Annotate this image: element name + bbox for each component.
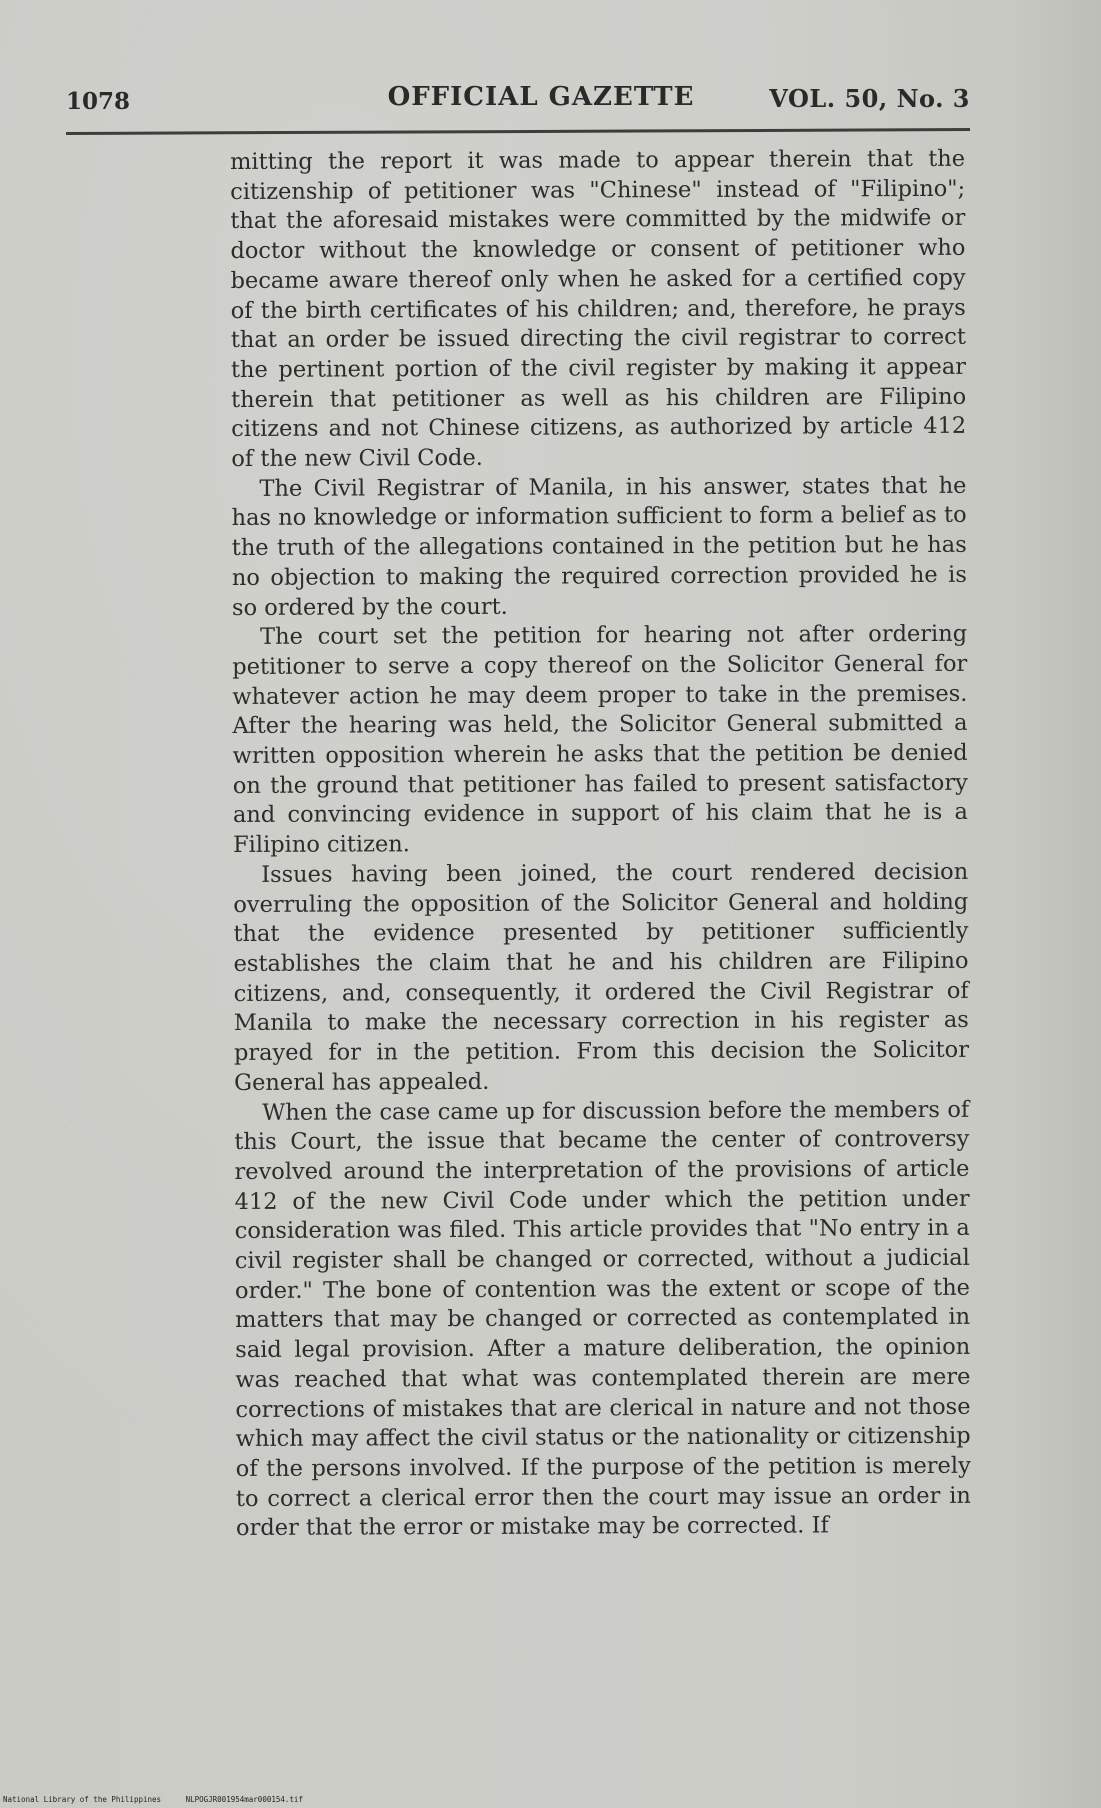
paragraph: When the case came up for discussion before the members of this Court, the issue that became the center of controversy revolved around the interpretation of the provisions of article 412 of the new Civil Code under which the petition under consideration was filed. This article provides that "No entry in a civil register shall be changed or corrected, without a judicial order." The bone of contention was the extent or scope of the matters that may be changed or corrected as contemplated in said legal provision. After a mature deliberation, the opinion was reached that what was contemplated therein are mere corrections of mistakes that are clerical in nature and not those which may affect the civil status or the nationality or citizenship of the persons involved. If the purpose of the petition is merely to correct a clerical error then the court may issue an order in order that the error or mistake may be corrected. If	[234, 1096, 971, 1542]
library-name: National Library of the Philippines	[3, 1795, 162, 1804]
body-text	[230, 145, 971, 1544]
paragraph: mitting the report it was made to appear therein that the citizenship of petitioner was "Chinese" instead of "Filipino"; that the aforesaid mistakes were committed by the midwife or doctor without the knowledge or consent of petitioner who became aware thereof only when he asked for a certified copy of the birth certificates of his children; and, therefore, he prays that an order be issued directing the civil registrar to correct the pertinent portion of the civil register by making it appear therein that petitioner as well as his children are Filipino citizens and not Chinese citizens, as authorized by article 412 of the new Civil Code.	[230, 145, 967, 473]
file-id: NLPOGJR001954mar000154.tif	[185, 1795, 303, 1804]
volume-info: VOL. 50, No. 3	[769, 84, 970, 113]
paragraph: Issues having been joined, the court rendered decision overruling the opposition of the Solicitor General and holding that the evidence presented by petitioner sufficiently establishes the claim that he and his children are Filipino citizens, and, consequently, it ordered the Civil Registrar of Manila to make the necessary correction in his register as prayed for in the petition. From this decision the Solicitor General has appealed.	[233, 858, 969, 1096]
paragraph: The court set the petition for hearing not after ordering petitioner to serve a copy thereof on the Solicitor General for whatever action he may deem proper to take in the premises. After the hearing was held, the Solicitor General submitted a written opposition wherein he asks that the petition be denied on the ground that petitioner has failed to present satisfactory and convincing evidence in support of his claim that he is a Filipino citizen.	[232, 621, 968, 859]
page-number: 1078	[66, 88, 131, 115]
header-rule	[66, 128, 970, 135]
journal-title: OFFICIAL GAZETTE	[387, 82, 695, 112]
paragraph: The Civil Registrar of Manila, in his answer, states that he has no knowledge or information sufficient to form a belief as to the truth of the allegations contained in the petition but he has no objection to making the required correction provided he is so ordered by the court.	[231, 472, 967, 621]
scan-footer	[3, 1795, 323, 1804]
running-header	[66, 82, 970, 122]
